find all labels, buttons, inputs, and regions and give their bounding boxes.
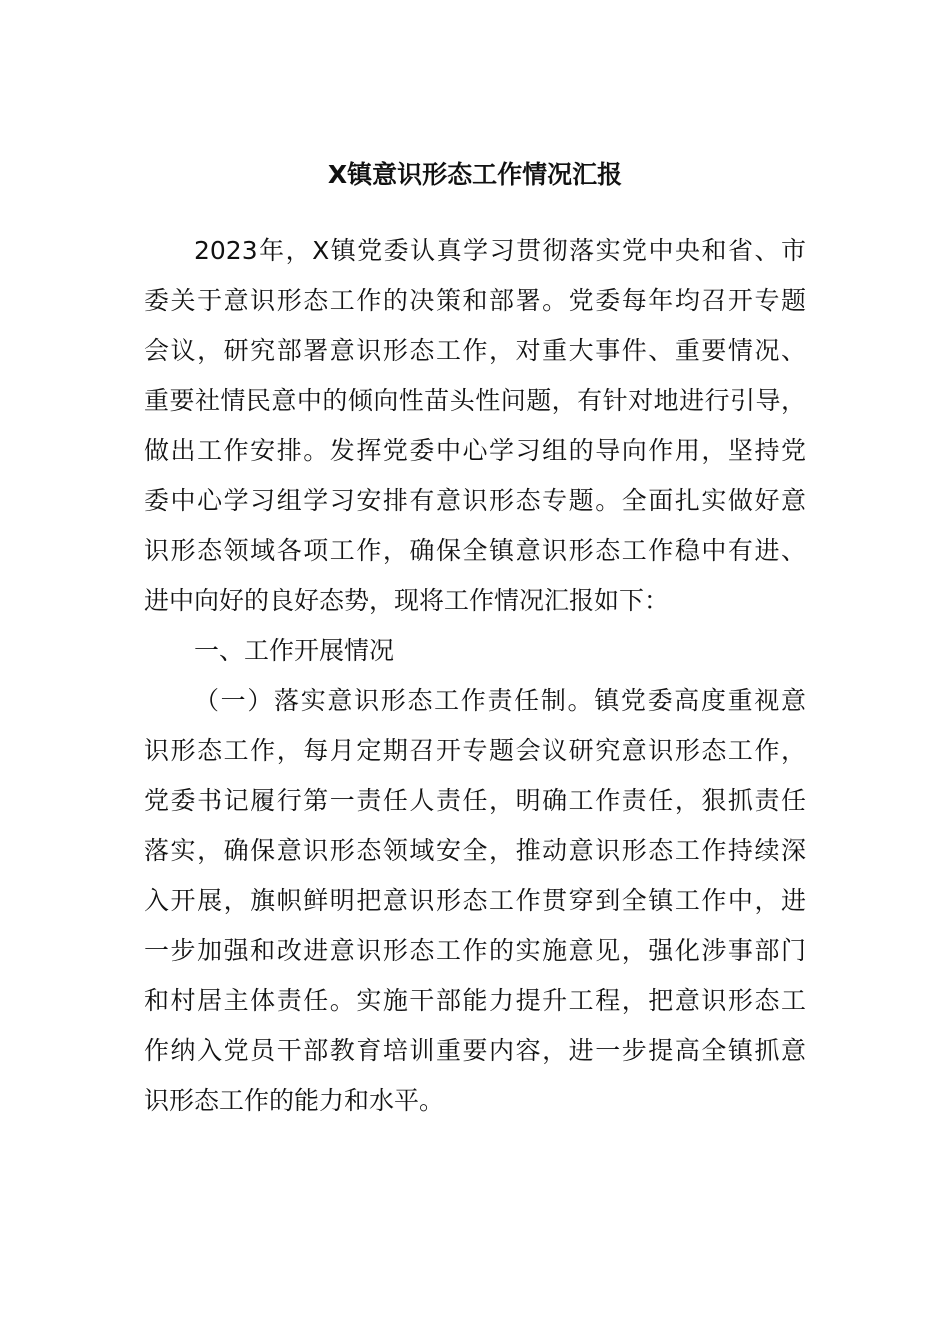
section-heading: 一、工作开展情况 bbox=[194, 636, 395, 665]
paragraph-line: 入开展，旗帜鲜明把意识形态工作贯穿到全镇工作中，进 bbox=[144, 886, 806, 915]
document-title: X镇意识形态工作情况汇报 bbox=[327, 160, 623, 189]
section-heading-1 bbox=[144, 630, 806, 680]
document-body bbox=[144, 230, 806, 1130]
paragraph-line: 2023年，X镇党委认真学习贯彻落实党中央和省、市 bbox=[194, 236, 806, 265]
paragraph-line: 党委书记履行第一责任人责任，明确工作责任，狠抓责任 bbox=[144, 786, 806, 815]
paragraph-line: 重要社情民意中的倾向性苗头性问题，有针对地进行引导， bbox=[144, 386, 806, 415]
paragraph-line: （一）落实意识形态工作责任制。镇党委高度重视意 bbox=[194, 686, 806, 715]
paragraph-line: 落实，确保意识形态领域安全，推动意识形态工作持续深 bbox=[144, 836, 806, 865]
paragraph-line: 一步加强和改进意识形态工作的实施意见，强化涉事部门 bbox=[144, 936, 806, 965]
intro-paragraph bbox=[144, 230, 806, 630]
paragraph-line: 进中向好的良好态势，现将工作情况汇报如下： bbox=[144, 586, 670, 615]
paragraph-line: 识形态领域各项工作，确保全镇意识形态工作稳中有进、 bbox=[144, 536, 806, 565]
paragraph-line: 作纳入党员干部教育培训重要内容，进一步提高全镇抓意 bbox=[144, 1036, 806, 1065]
paragraph-line: 识形态工作，每月定期召开专题会议研究意识形态工作， bbox=[144, 736, 806, 765]
paragraph-line: 做出工作安排。发挥党委中心学习组的导向作用，坚持党 bbox=[144, 436, 806, 465]
paragraph-line: 委中心学习组学习安排有意识形态专题。全面扎实做好意 bbox=[144, 486, 806, 515]
paragraph-line: 和村居主体责任。实施干部能力提升工程，把意识形态工 bbox=[144, 986, 806, 1015]
paragraph-line: 识形态工作的能力和水平。 bbox=[144, 1086, 445, 1115]
paragraph-line: 委关于意识形态工作的决策和部署。党委每年均召开专题 bbox=[144, 286, 806, 315]
paragraph-line: 会议，研究部署意识形态工作，对重大事件、重要情况、 bbox=[144, 336, 806, 365]
subsection-1-paragraph bbox=[144, 680, 806, 1130]
